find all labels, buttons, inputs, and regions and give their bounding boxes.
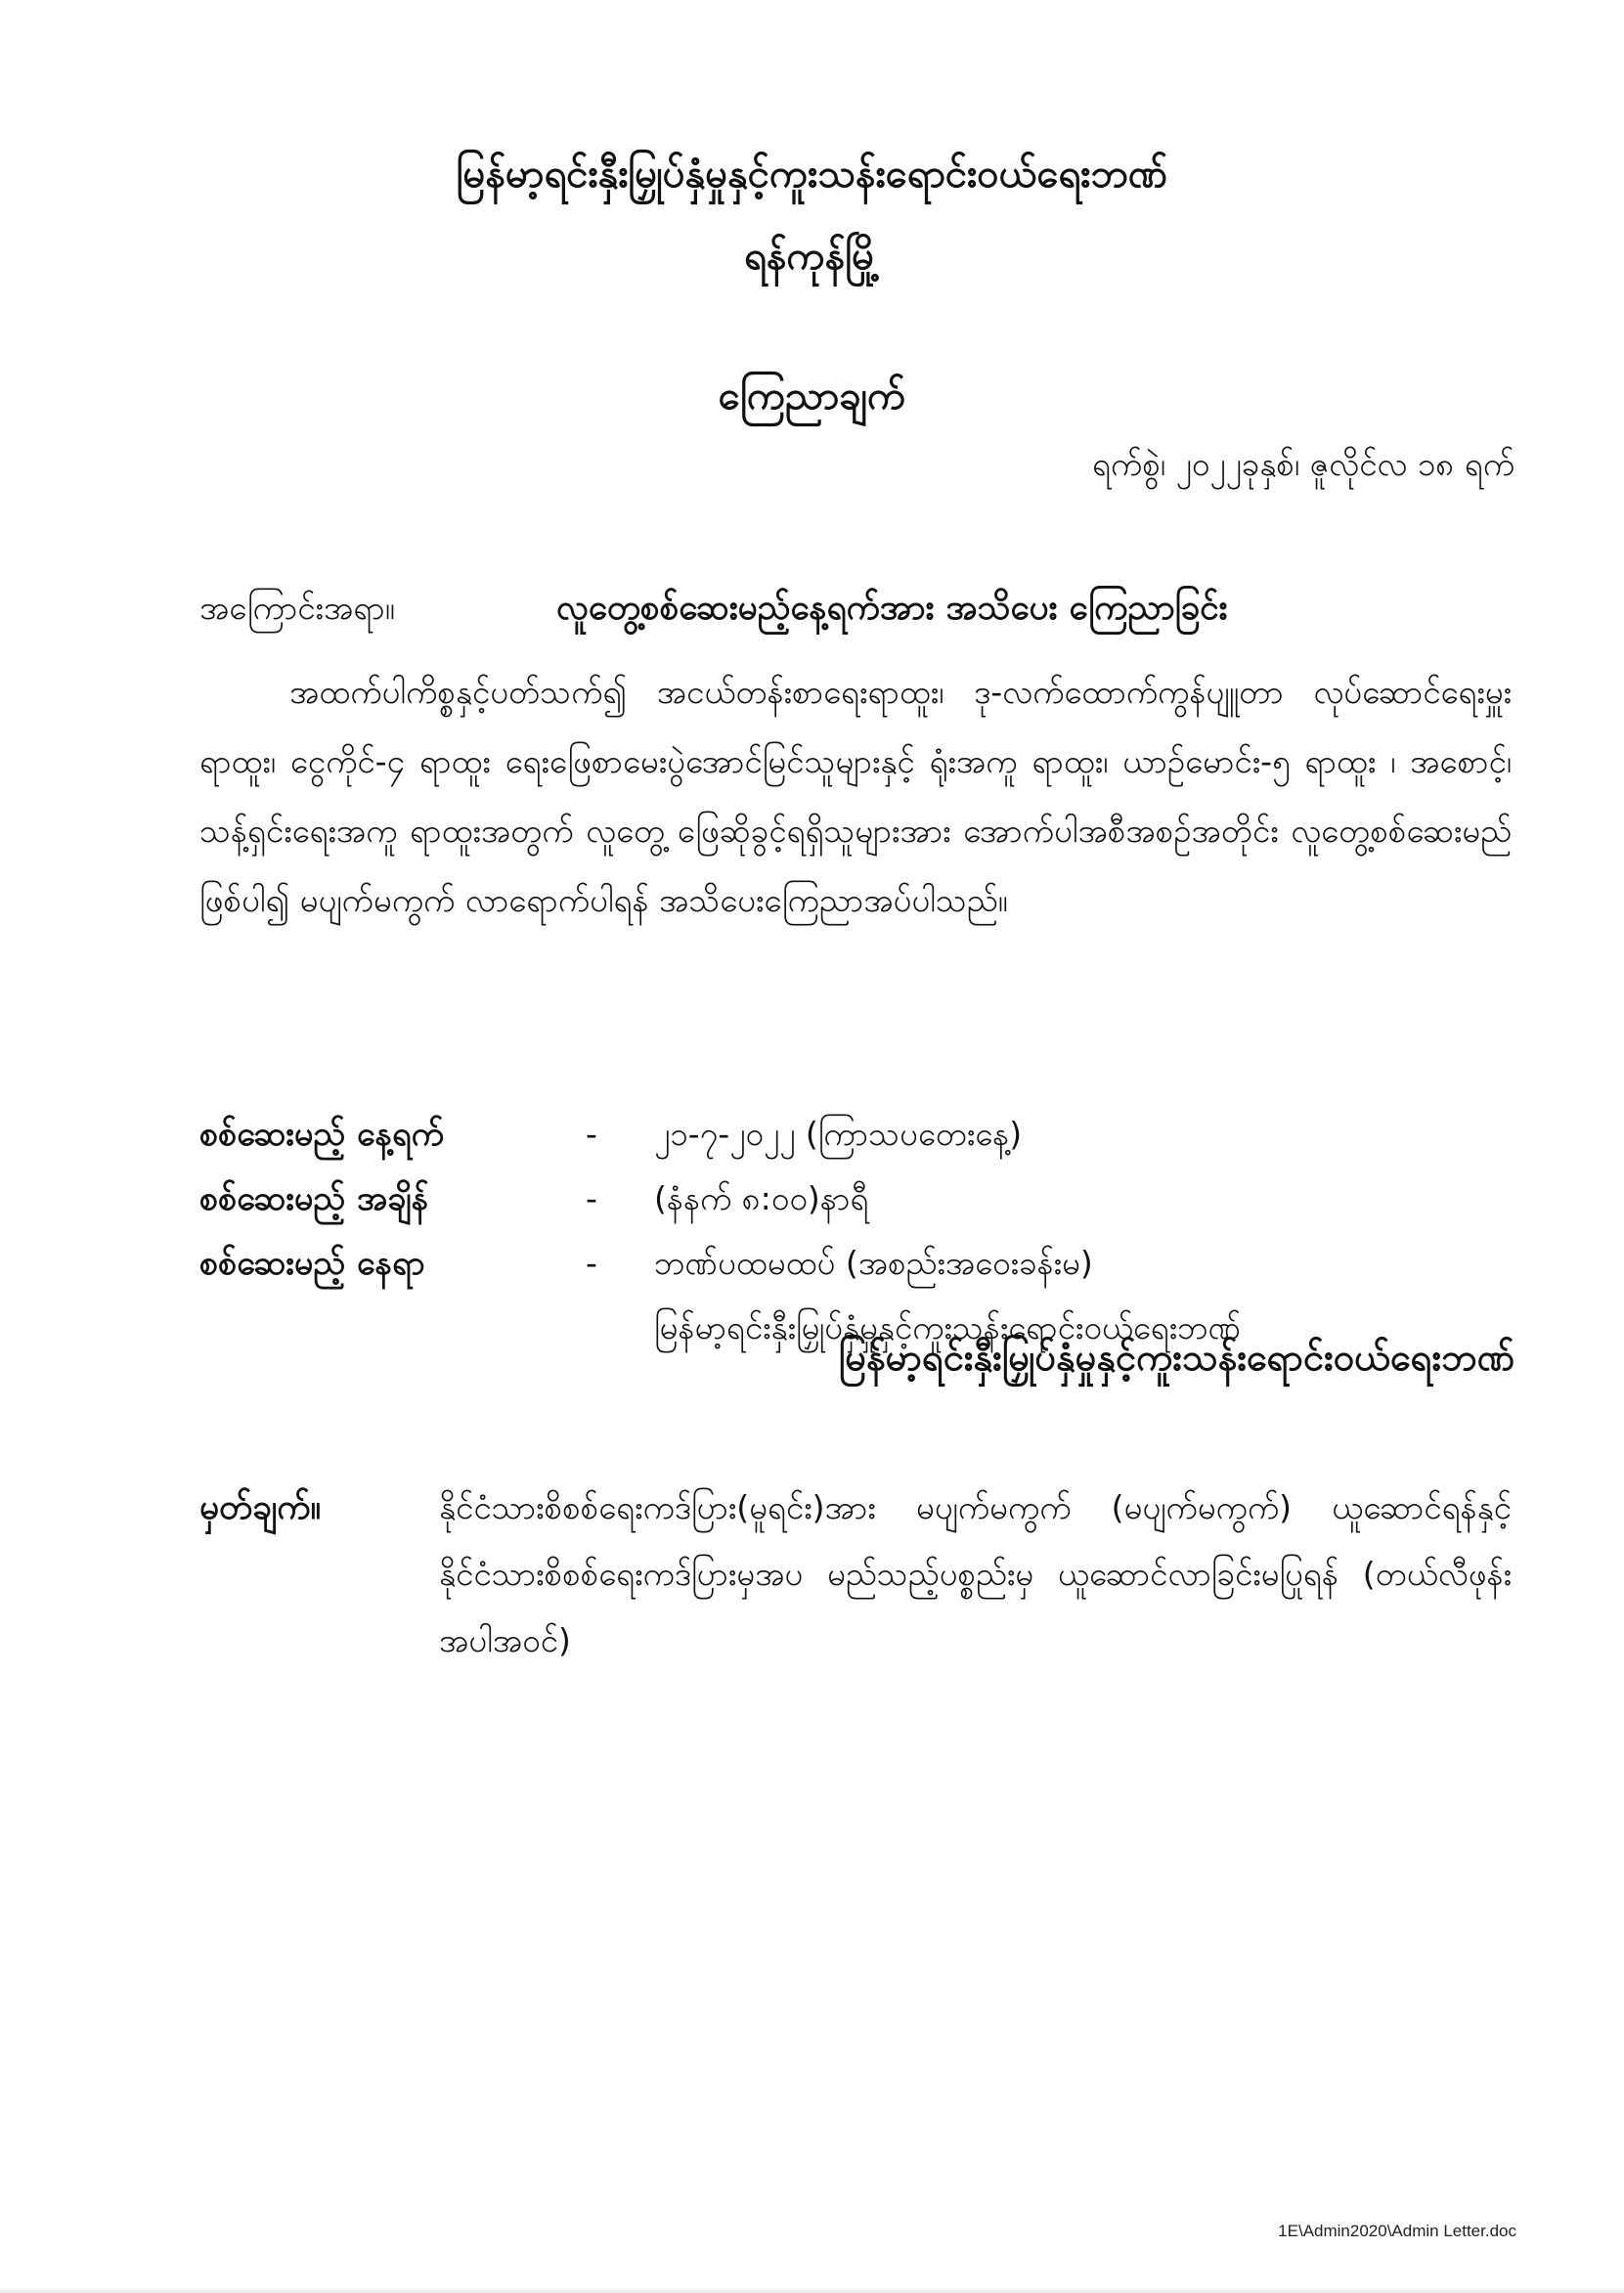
remark-block — [199, 1475, 1512, 1674]
body-paragraph: အထက်ပါကိစ္စနှင့်ပတ်သက်၍ အငယ်တန်းစာရေးရာထူး၊ ဒု-လက်ထောက်ကွန်ပျူတာ လုပ်ဆောင်ရေးမှူးရာထူး၊ ငွေကိုင်-၄ ရာထူး ရေးဖြေစာမေးပွဲအောင်မြင်သူများနှင့် ရုံးအကူ ရာထူး၊ ယာဉ်မောင်း-၅ ရာထူး ၊ အစောင့်၊ သန့်ရှင်းရေးအကူ ရာထူးအတွက် လူတွေ့ ဖြေဆိုခွင့်ရရှိသူများအား အောက်ပါအစီအစဉ်အတိုင်း လူတွေ့စစ်ဆေးမည် ဖြစ်ပါ၍ မပျက်မကွက် လာရောက်ပါရန် အသိပေးကြေညာအပ်ပါသည်။ — [199, 673, 1512, 919]
schedule-dash: - — [586, 1244, 597, 1282]
schedule-value: ဘဏ်ပထမထပ် (အစည်းအဝေးခန်းမ) — [654, 1244, 1093, 1282]
signature-organization: မြန်မာ့ရင်းနှီးမြှုပ်နှံမှုနှင့်ကူးသန်းရောင်းဝယ်ရေးဘဏ် — [838, 1336, 1514, 1379]
schedule-row-date — [199, 1105, 1512, 1169]
remark-text: နိုင်ငံသားစိစစ်ရေးကဒ်ပြား(မူရင်း)အား မပျက်မကွက် (မပျက်မကွက်) ယူဆောင်ရန်နှင့် နိုင်ငံသားစိစစ်ရေးကဒ်ပြားမှအပ မည်သည့်ပစ္စည်းမှ ယူဆောင်လာခြင်းမပြုရန် (တယ်လီဖုန်းအပါအဝင်) — [439, 1488, 1512, 1659]
schedule-location-continuation: မြန်မာ့ရင်းနှီးမြှုပ်နှံမှုနှင့်ကူးသန်းရောင်းဝယ်ရေးဘဏ် — [654, 1308, 1242, 1346]
notice-title: ကြေညာချက် — [718, 374, 906, 419]
schedule-value: ၂၁-၇-၂၀၂၂ (ကြာသပတေးနေ့) — [654, 1115, 1023, 1153]
schedule-dash: - — [586, 1179, 597, 1217]
schedule-label: စစ်ဆေးမည့် အချိန် — [199, 1179, 429, 1218]
subject-text: လူတွေ့စစ်ဆေးမည့်နေ့ရက်အား အသိပေး ကြေညာခြင်း — [556, 589, 1228, 628]
date-line: ရက်စွဲ၊ ၂၀၂၂ခုနှစ်၊ ဇူလိုင်လ ၁၈ ရက် — [1091, 445, 1514, 483]
schedule-row-time — [199, 1169, 1512, 1234]
schedule-label: စစ်ဆေးမည့် နေ့ရက် — [199, 1115, 444, 1154]
file-reference: 1E\Admin2020\Admin Letter.doc — [1278, 2222, 1516, 2240]
subject-label: အကြောင်းအရာ။ — [199, 589, 395, 627]
schedule-label: စစ်ဆေးမည့် နေရာ — [199, 1244, 425, 1283]
header-organization: မြန်မာ့ရင်းနှီးမြှုပ်နှံမှုနှင့်ကူးသန်းရောင်းဝယ်ရေးဘဏ် — [456, 152, 1168, 197]
schedule-value: (နံနက် ၈:၀၀)နာရီ — [654, 1179, 869, 1217]
scan-edge — [0, 2287, 1624, 2293]
header-city: ရန်ကုန်မြို့ — [743, 234, 881, 279]
schedule-block — [199, 1105, 1512, 1363]
schedule-row-location — [199, 1234, 1512, 1299]
remark-label: မှတ်ချက်။ — [199, 1488, 322, 1527]
schedule-dash: - — [586, 1115, 597, 1153]
subject-row — [199, 579, 1519, 638]
